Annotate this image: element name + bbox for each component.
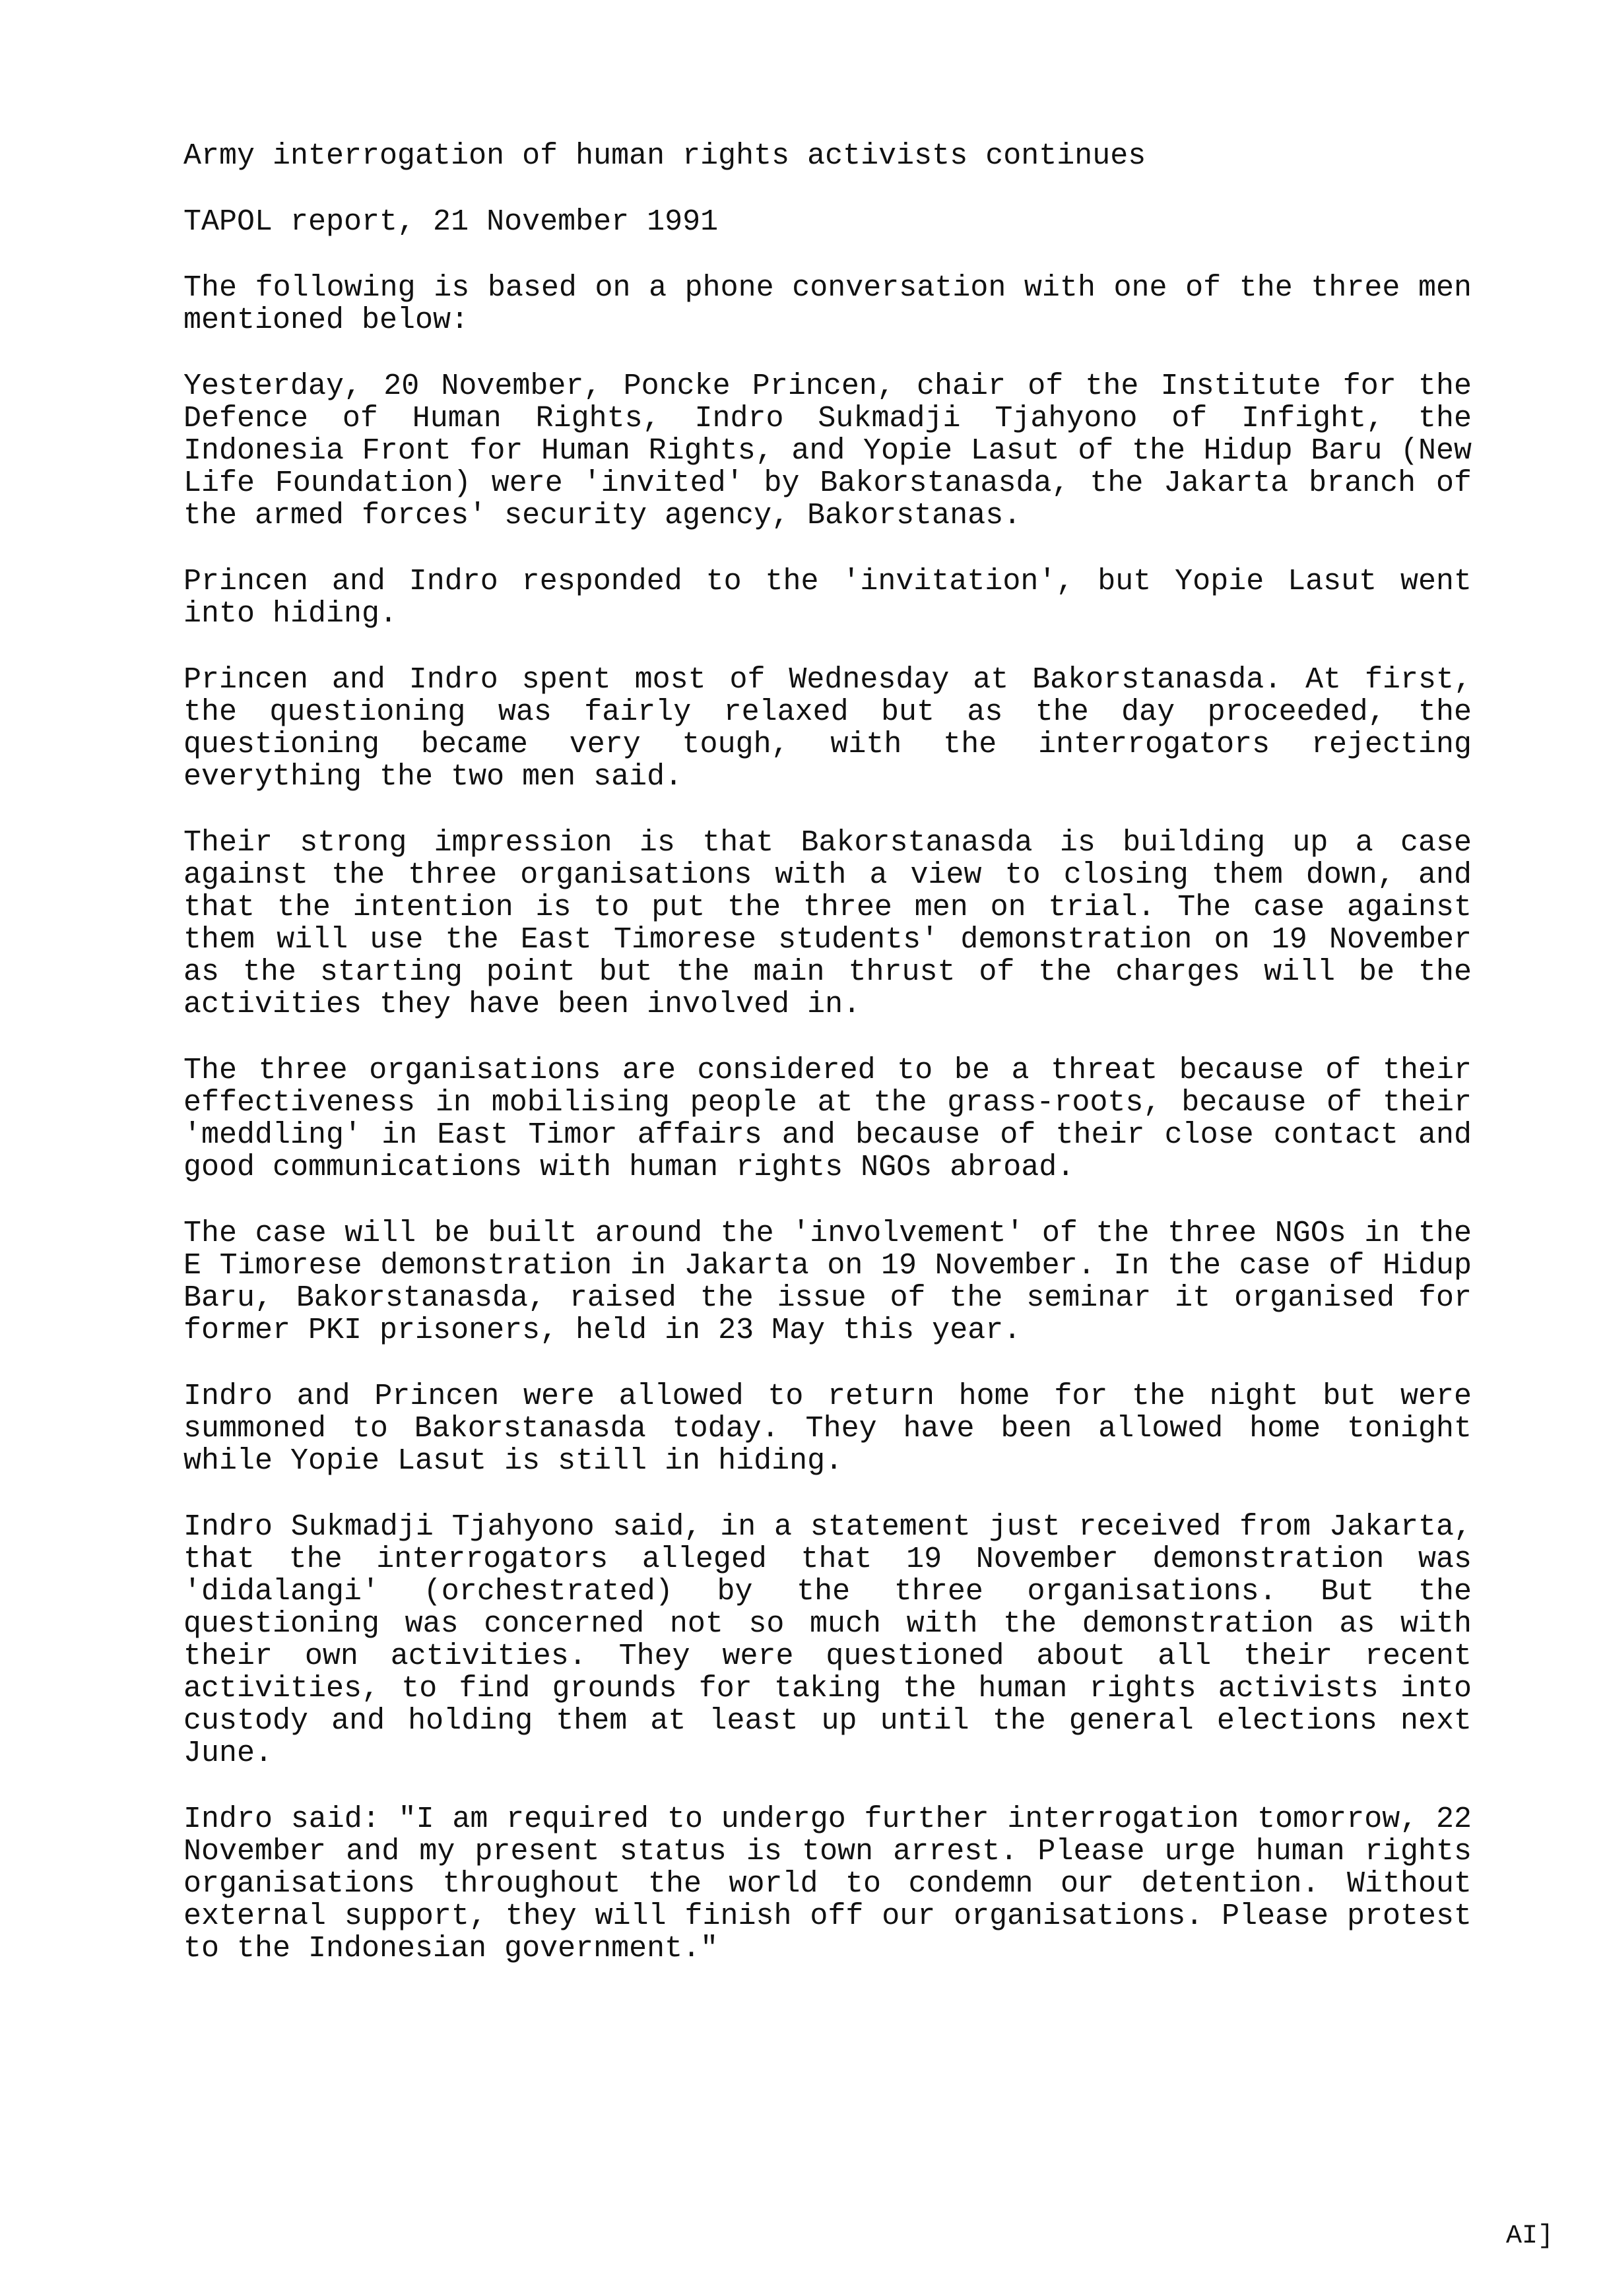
paragraph-statement: Indro Sukmadji Tjahyono said, in a statement just received from Jakarta, that the interrogators alleged that 19 November demonstration was 'didalangi' (orchestrated) by the three organisations. But the questioning was concerned not so much with the demonstration as with their own activities. They were questioned about all their recent activities, to find grounds for taking the human rights activists into custody and holding them at least up until the general elections next June.	[183, 1510, 1472, 1770]
document-body	[183, 140, 1472, 1998]
paragraph-impression: Their strong impression is that Bakorstanasda is building up a case against the three organisations with a view to closing them down, and that the intention is to put the three men on trial. The case against them will use the East Timorese students' demonstration on 19 November as the starting point but the main thrust of the charges will be the activities they have been involved in.	[183, 826, 1472, 1021]
paragraph-threat: The three organisations are considered to be a threat because of their effectiveness in mobilising people at the grass-roots, because of their 'meddling' in East Timor affairs and because of their close contact and good communications with human rights NGOs abroad.	[183, 1054, 1472, 1184]
paragraph-intro: The following is based on a phone conversation with one of the three men mentioned below:	[183, 271, 1472, 337]
paragraph-return-home: Indro and Princen were allowed to return home for the night but were summoned to Bakorstanasda today. They have been allowed home tonight while Yopie Lasut is still in hiding.	[183, 1380, 1472, 1478]
paragraph-case: The case will be built around the 'involvement' of the three NGOs in the E Timorese demonstration in Jakarta on 19 November. In the case of Hidup Baru, Bakorstanasda, raised the issue of the seminar it organised for former PKI prisoners, held in 23 May this year.	[183, 1217, 1472, 1347]
paragraph-questioning: Princen and Indro spent most of Wednesday at Bakorstanasda. At first, the questioning was fairly relaxed but as the day proceeded, the questioning became very tough, with the interrogators rejecting everything the two men said.	[183, 663, 1472, 794]
document-title: Army interrogation of human rights activists continues	[183, 139, 1146, 173]
source-line: TAPOL report, 21 November 1991	[183, 205, 719, 239]
paragraph-invitation: Yesterday, 20 November, Poncke Princen, chair of the Institute for the Defence of Human Rights, Indro Sukmadji Tjahyono of Infight, the Indonesia Front for Human Rights, and Yopie Lasut of the Hidup Baru (New Life Foundation) were 'invited' by Bakorstanasda, the Jakarta branch of the armed forces' security agency, Bakorstanas.	[183, 369, 1472, 532]
page-mark: AI]	[1505, 2221, 1554, 2251]
paragraph-response: Princen and Indro responded to the 'invitation', but Yopie Lasut went into hiding.	[183, 565, 1472, 631]
paragraph-quote: Indro said: "I am required to undergo further interrogation tomorrow, 22 November and my present status is town arrest. Please urge human rights organisations throughout the world to condemn our detention. Without external support, they will finish off our organisations. Please protest to the Indonesian government."	[183, 1802, 1472, 1965]
